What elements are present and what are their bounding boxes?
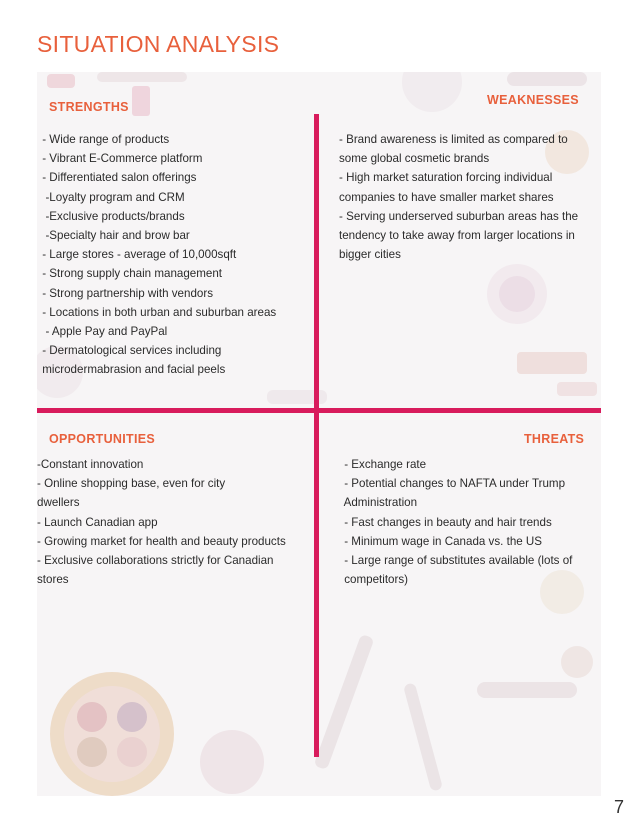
list-item: -Loyalty program and CRM [39,190,185,204]
list-item: some global cosmetic brands [339,152,490,166]
list-item: - Strong supply chain management [39,267,223,281]
list-item: -Specialty hair and brow bar [39,229,190,243]
list-item: - Fast changes in beauty and hair trends [341,515,552,529]
list-item: - Exchange rate [341,458,427,471]
weaknesses-heading: WEAKNESSES [487,93,579,107]
page-title: SITUATION ANALYSIS [37,31,280,57]
list-item: -Exclusive products/brands [39,209,185,223]
list-item: - Locations in both urban and suburban areas [39,305,277,319]
list-item: companies to have smaller market shares [339,190,554,204]
list-item: - Potential changes to NAFTA under Trump [341,477,566,491]
opportunities-heading: OPPORTUNITIES [49,432,155,446]
list-item: - Online shopping base, even for city [37,477,226,491]
page-number: 7 [613,797,624,817]
list-item: - High market saturation forcing individual [339,171,553,185]
list-item: competitors) [341,573,409,587]
list-item: microdermabrasion and facial peels [39,363,226,377]
list-item: tendency to take away from larger locations in [339,229,575,243]
list-item: - Strong partnership with vendors [39,286,213,300]
list-item: - Differentiated salon offerings [39,171,197,185]
threats-list [341,455,572,589]
list-item: dwellers [37,496,80,510]
list-item: bigger cities [339,248,401,262]
list-item: - Brand awareness is limited as compared to [339,133,568,146]
strengths-list [39,130,276,380]
strengths-heading: STRENGTHS [49,100,129,114]
list-item: - Large stores - average of 10,000sqft [39,248,237,262]
list-item: - Growing market for health and beauty products [37,534,286,548]
weaknesses-list [339,130,578,264]
horizontal-divider [37,408,601,413]
threats-heading: THREATS [524,432,585,446]
list-item: - Launch Canadian app [37,515,158,529]
list-item: - Vibrant E-Commerce platform [39,152,203,166]
vertical-divider [314,114,319,757]
list-item: - Wide range of products [39,133,170,146]
opportunities-list [37,455,286,589]
list-item: - Serving underserved suburban areas has the [339,209,579,223]
list-item: - Exclusive collaborations strictly for Canadian [37,554,274,568]
list-item: - Apple Pay and PayPal [39,325,168,339]
list-item: Administration [341,496,418,510]
list-item: stores [37,573,69,587]
list-item: - Large range of substitutes available (lots of [341,554,573,568]
list-item: -Constant innovation [37,458,144,471]
list-item: - Dermatological services including [39,344,222,358]
list-item: - Minimum wage in Canada vs. the US [341,534,543,548]
